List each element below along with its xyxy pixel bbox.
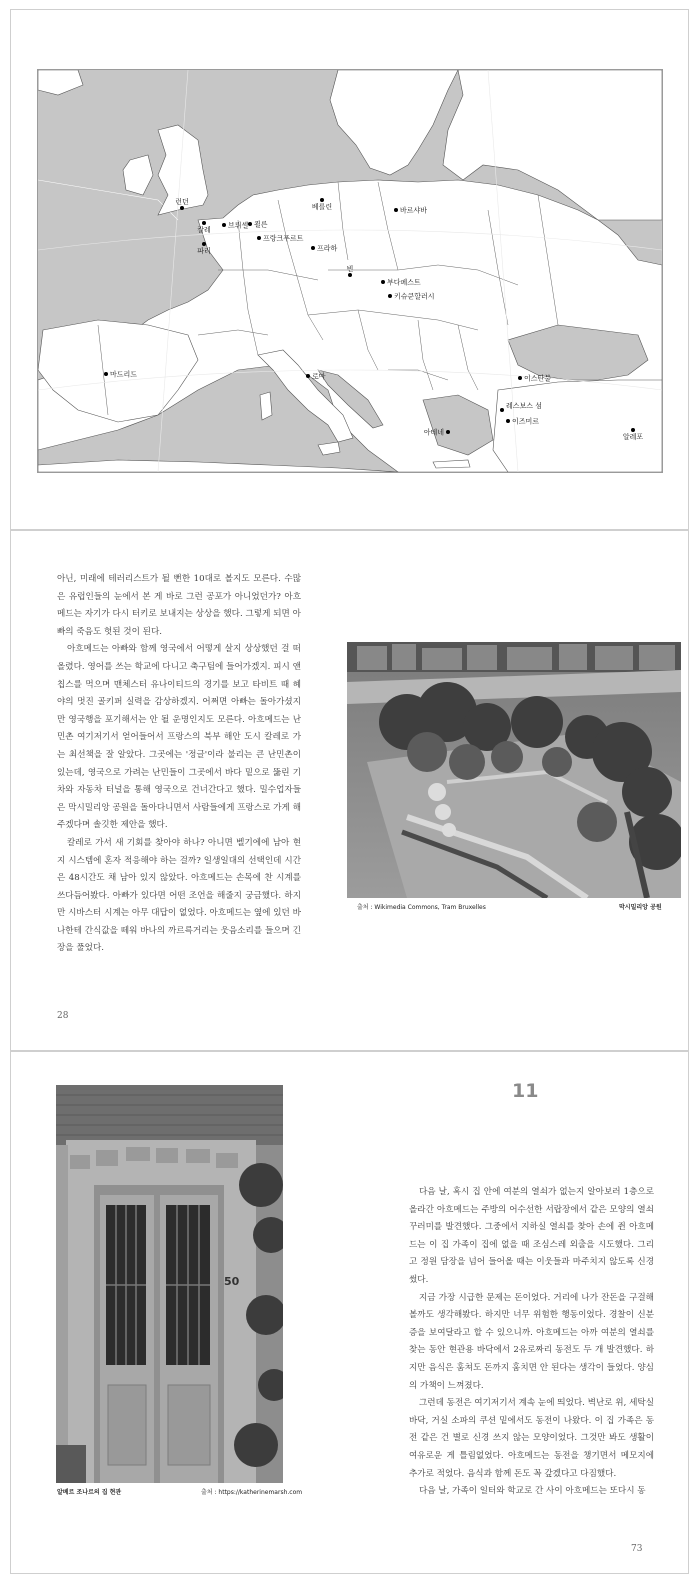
city-dot-budapest xyxy=(381,280,385,284)
city-dot-lesbos xyxy=(500,408,504,412)
paragraph: 다음 날, 가족이 일터와 학교로 간 사이 아흐메드는 또다시 동 xyxy=(419,1486,646,1497)
photo-source: 출처 : Wikimedia Commons, Tram Bruxelles xyxy=(357,904,486,911)
city-dot-vienna xyxy=(348,273,352,277)
city-dot-berlin xyxy=(320,198,324,202)
photo-caption: 막시밀리앙 공원 xyxy=(619,904,662,911)
paragraph: 아닌, 미래에 테러리스트가 될 뻔한 10대로 볼지도 모른다. 수많은 유럽인들의 눈에서 본 게 바로 그런 공포가 아니었던가? 아흐메드는 자기가 다시 터키로 보내지는 상상을 했다. 그렇게 되면 아빠의 죽음도 헛된 것이 된다. xyxy=(57,574,301,637)
city-dot-izmir xyxy=(506,419,510,423)
city-dot-kiskunhalas xyxy=(388,294,392,298)
paragraph: 아흐메드는 아빠와 함께 영국에서 어떻게 살지 상상했던 걸 떠올렸다. 영어를 쓰는 학교에 다니고 축구팀에 들어가겠지. 피시 앤 칩스를 먹으며 맨체스터 유나이티드의 경기를 보고 타비트 때 혜야의 멋진 골키퍼 실력을 감상하겠지. 어쩌면 아빠는 돌아가셨지만 영국행을 포기해서는 안 될 운명인지도 모른다. 아흐메드는 난민촌 여기저기서 얻어들어서 프랑스의 북부 해안 도시 칼레로 가는 최선책을 잘 알았다. 그곳에는 '정글'이라 불리는 큰 난민촌이 있는데, 영국으로 가려는 난민들이 그곳에서 바다 밑으로 뚫린 기차와 자동차 터널을 통해 영국으로 건너간다고 했다. 밀수업자들은 막시밀리앙 공원을 돌아다니면서 사람들에게 프랑스로 가게 해 주겠다며 솔깃한 제안을 했다. xyxy=(57,644,301,831)
city-label-warsaw: 바르샤바 xyxy=(400,206,428,215)
city-dot-prague xyxy=(311,246,315,250)
map-page xyxy=(10,9,689,530)
city-dot-calais xyxy=(202,221,206,225)
city-label-athens: 아테네 xyxy=(423,428,444,437)
city-label-rome: 로마 xyxy=(312,372,326,381)
city-label-madrid: 마드리드 xyxy=(110,370,138,379)
city-dot-frankfurt xyxy=(257,236,261,240)
city-label-istanbul: 이스탄불 xyxy=(524,374,552,383)
paragraph: 그런데 동전은 여기저기서 계속 눈에 띄었다. 벽난로 위, 세탁실 바닥, 거실 소파의 쿠션 밑에서도 동전이 나왔다. 이 집 가족은 동전 같은 건 별로 신경 쓰지 않는 모양이었다. 그것만 봐도 생활이 여유로운 게 틀림없었다. 아흐메드는 동전을 챙기면서 메모지에 추가로 적었다. 음식과 함께 돈도 꼭 갚겠다고 다짐했다. xyxy=(409,1398,654,1479)
city-dot-paris xyxy=(202,242,206,246)
page-number: 28 xyxy=(57,1011,69,1021)
door-number: 50 xyxy=(224,1275,240,1288)
city-dot-istanbul xyxy=(518,376,522,380)
city-label-berlin: 베를린 xyxy=(311,203,333,211)
park-photo-image xyxy=(347,642,681,898)
city-dot-rome xyxy=(306,374,310,378)
page-28 xyxy=(10,530,689,1051)
city-label-izmir: 이즈미르 xyxy=(512,417,540,426)
city-label-vienna: 빈 xyxy=(346,265,354,273)
city-dot-cologne xyxy=(248,222,252,226)
page28-body xyxy=(57,571,301,958)
paragraph: 지금 가장 시급한 문제는 돈이었다. 거리에 나가 잔돈을 구걸해 볼까도 생각해봤다. 하지만 너무 위험한 행동이었다. 경찰이 신분증을 보여달라고 할 수 있으니까. 아흐메드는 아까 여분의 열쇠를 찾는 동안 현관용 바닥에서 2유로짜리 동전도 두 개 발견했다. 하지만 음식은 훔쳐도 돈까지 훔치면 안 된다는 생각이 들었다. 양심의 가책이 느껴졌다. xyxy=(409,1292,654,1391)
door-photo-image xyxy=(56,1085,283,1483)
city-label-lesbos: 레스보스 섬 xyxy=(506,402,543,410)
city-dot-athens xyxy=(446,430,450,434)
park-photo xyxy=(347,642,681,898)
city-dot-madrid xyxy=(104,372,108,376)
city-dot-london xyxy=(180,206,184,210)
chapter-number: 11 xyxy=(512,1080,539,1102)
city-label-calais: 칼레 xyxy=(197,226,211,234)
photo-caption: 알베르 조나르의 집 현관 xyxy=(57,1489,122,1496)
city-dot-warsaw xyxy=(394,208,398,212)
city-dot-aleppo xyxy=(631,428,635,432)
page-73 xyxy=(10,1051,689,1574)
photo-source: 출처 : https://katherinemarsh.com xyxy=(201,1489,303,1496)
city-label-paris: 파리 xyxy=(197,247,211,255)
paragraph: 칼레로 가서 새 기회를 찾아야 하나? 아니면 벨기에에 남아 현지 시스템에 혼자 적응해야 하는 걸까? 일생일대의 선택인데 시간은 48시간도 채 남아 있지 않았다. 아흐메드는 손목에 찬 시계를 쓰다듬어봤다. 아빠가 있다면 어떤 조언을 해줄지 궁금했다. 하지만 시바스터 시계는 아무 대답이 없었다. 아흐메드는 옆에 있던 바나한테 간식값을 떼워 바나의 까르륵거리는 웃음소리를 들으며 긴장을 풀었다. xyxy=(57,837,301,954)
page-number: 73 xyxy=(631,1544,643,1554)
city-label-london: 런던 xyxy=(175,198,189,206)
city-label-budapest: 부다페스트 xyxy=(387,278,421,287)
city-label-kiskunhalas: 키슈쿤할러시 xyxy=(394,292,435,301)
paragraph: 다음 날, 혹시 집 안에 여분의 열쇠가 없는지 알아보러 1층으로 올라간 아흐메드는 주방의 어수선한 서랍장에서 같은 모양의 열쇠 꾸러미를 발견했다. 그중에서 지하실 열쇠를 찾아 손에 쥔 아흐메드는 이 집 가족이 집에 없을 때 조심스레 외출을 시도했다. 그리고 정원 담장을 넘어 들어올 때는 이웃들과 마주치지 않도록 신경 썼다. xyxy=(409,1187,654,1285)
city-label-prague: 프라하 xyxy=(317,244,338,253)
door-photo xyxy=(56,1085,283,1483)
europe-map-svg xyxy=(38,70,662,472)
city-label-cologne: 쾰른 xyxy=(254,220,268,229)
city-label-brussels: 브뤼셀 xyxy=(228,221,249,230)
city-label-aleppo: 알레포 xyxy=(622,433,644,441)
city-dot-brussels xyxy=(222,223,226,227)
page73-body xyxy=(409,1184,654,1501)
city-label-frankfurt: 프랑크푸르트 xyxy=(263,234,304,243)
europe-map xyxy=(37,69,663,473)
